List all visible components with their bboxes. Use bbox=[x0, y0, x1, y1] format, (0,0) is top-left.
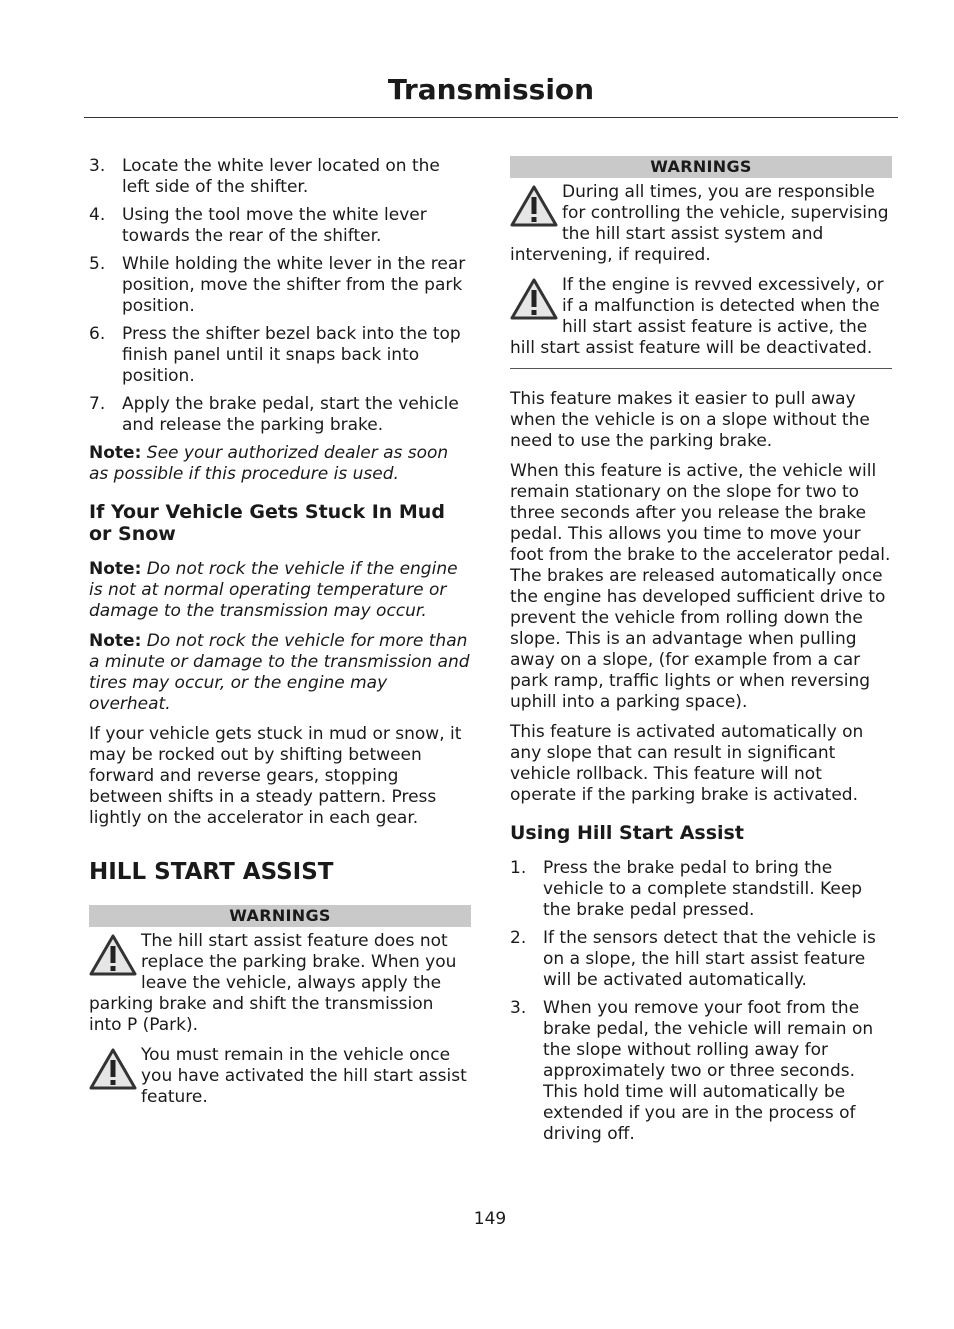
step-number: 2. bbox=[510, 928, 527, 948]
note-text: Do not rock the vehicle if the engine is not at normal operating temperature or damage to the transmission may occur. bbox=[89, 559, 458, 621]
list-item bbox=[510, 928, 892, 991]
warning-triangle-icon bbox=[510, 277, 558, 321]
note-label: Note: bbox=[89, 443, 142, 463]
step-text: Press the brake pedal to bring the vehicle to a complete standstill. Keep the brake pedal pressed. bbox=[543, 858, 863, 920]
procedure-steps-list bbox=[89, 156, 471, 436]
note-text: Do not rock the vehicle for more than a minute or damage to the transmission and tires may occur, or the engine may overheat. bbox=[89, 631, 470, 714]
section-heading-using-hill-start-assist: Using Hill Start Assist bbox=[510, 822, 744, 844]
step-text: Apply the brake pedal, start the vehicle and release the parking brake. bbox=[122, 394, 459, 435]
list-item bbox=[510, 998, 892, 1145]
list-item bbox=[510, 858, 892, 921]
step-number: 3. bbox=[510, 998, 527, 1018]
list-item bbox=[89, 205, 471, 247]
section-heading-stuck: If Your Vehicle Gets Stuck In Mud or Snow bbox=[89, 501, 445, 545]
step-text: When you remove your foot from the brake pedal, the vehicle will remain on the slope without rolling away for approximately two or three seconds. This hold time will automatically be extended if you are in the process of driving off. bbox=[543, 998, 874, 1144]
note-text: See your authorized dealer as soon as possible if this procedure is used. bbox=[89, 443, 449, 484]
note bbox=[89, 631, 471, 715]
warning-item bbox=[89, 931, 471, 1036]
step-text: If the sensors detect that the vehicle is on a slope, the hill start assist feature will be activated automatically. bbox=[543, 928, 876, 990]
step-text: Using the tool move the white lever towards the rear of the shifter. bbox=[122, 205, 427, 246]
page-title: Transmission bbox=[387, 73, 595, 106]
step-text: While holding the white lever in the rear position, move the shifter from the park position. bbox=[122, 254, 466, 316]
step-text: Locate the white lever located on the left side of the shifter. bbox=[122, 156, 440, 197]
warnings-divider bbox=[510, 368, 892, 369]
warning-text: You must remain in the vehicle once you have activated the hill start assist feature. bbox=[141, 1045, 467, 1107]
step-number: 5. bbox=[89, 254, 106, 274]
header-divider bbox=[84, 117, 898, 118]
page-number: 149 bbox=[473, 1209, 507, 1229]
step-number: 6. bbox=[89, 324, 106, 344]
body-paragraph: If your vehicle gets stuck in mud or snow, it may be rocked out by shifting between forward and reverse gears, stopping between shifts in a steady pattern. Press lightly on the accelerator in each gear. bbox=[89, 724, 462, 828]
body-paragraph: This feature is activated automatically on any slope that can result in significant vehicle rollback. This feature will not operate if the parking brake is activated. bbox=[510, 722, 864, 805]
step-number: 4. bbox=[89, 205, 106, 225]
note bbox=[89, 559, 471, 622]
list-item bbox=[89, 394, 471, 436]
step-text: Press the shifter bezel back into the top finish panel until it snaps back into position. bbox=[122, 324, 461, 386]
note bbox=[89, 443, 471, 485]
warnings-header: WARNINGS bbox=[510, 156, 892, 178]
list-item bbox=[89, 156, 471, 198]
section-heading-hill-start-assist: HILL START ASSIST bbox=[89, 859, 334, 885]
usage-steps-list bbox=[510, 858, 892, 1145]
right-column bbox=[510, 156, 892, 1152]
step-number: 7. bbox=[89, 394, 106, 414]
list-item bbox=[89, 324, 471, 387]
warning-item bbox=[89, 1045, 471, 1108]
body-paragraph: This feature makes it easier to pull away when the vehicle is on a slope without the need to use the parking brake. bbox=[510, 389, 870, 451]
note-label: Note: bbox=[89, 559, 142, 579]
warnings-header: WARNINGS bbox=[89, 905, 471, 927]
warning-triangle-icon bbox=[89, 1047, 137, 1091]
step-number: 3. bbox=[89, 156, 106, 176]
warning-item bbox=[510, 182, 892, 266]
warning-text: If the engine is revved excessively, or if a malfunction is detected when the hill start assist feature is active, the hill start assist feature will be deactivated. bbox=[510, 275, 884, 358]
warning-item bbox=[510, 275, 892, 359]
warning-triangle-icon bbox=[89, 933, 137, 977]
warning-text: The hill start assist feature does not replace the parking brake. When you leave the vehicle, always apply the parking brake and shift the transmission into P (Park). bbox=[89, 931, 457, 1035]
left-column bbox=[89, 156, 471, 1117]
note-label: Note: bbox=[89, 631, 142, 651]
list-item bbox=[89, 254, 471, 317]
step-number: 1. bbox=[510, 858, 527, 878]
warning-text: During all times, you are responsible for controlling the vehicle, supervising the hill start assist system and intervening, if required. bbox=[510, 182, 889, 265]
warning-triangle-icon bbox=[510, 184, 558, 228]
body-paragraph: When this feature is active, the vehicle will remain stationary on the slope for two to three seconds after you release the brake pedal. This allows you time to move your foot from the brake to the accelerator pedal. The brakes are released automatically once the engine has developed sufficient drive to prevent the vehicle from rolling down the slope. This is an advantage when pulling away on a slope, (for example from a car park ramp, traffic lights or when reversing uphill into a parking space). bbox=[510, 461, 891, 712]
